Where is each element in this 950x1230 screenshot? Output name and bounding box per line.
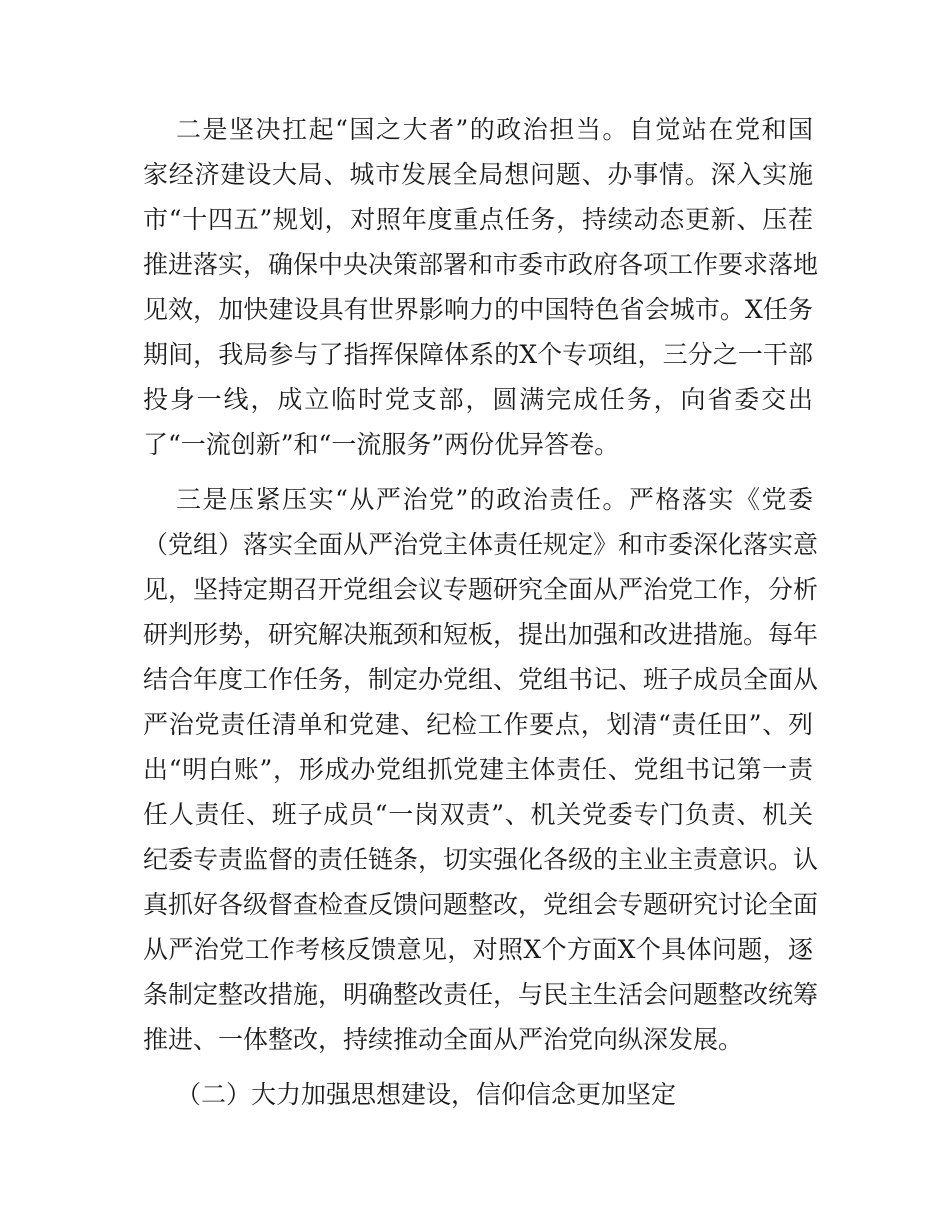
paragraph-2-line-5: 结合年度工作任务，制定办党组、党组书记、班子成员全面从 xyxy=(143,665,819,694)
paragraph-1-line-8: 了“一流创新”和“一流服务”两份优异答卷。 xyxy=(143,430,620,459)
paragraph-2-line-11: 从严治党工作考核反馈意见，对照X个方面X个具体问题，逐 xyxy=(143,935,813,964)
section-heading: （二）大力加强思想建设，信仰信念更加坚定 xyxy=(176,1080,677,1109)
paragraph-2-line-1: 三是压紧压实“从严治党”的政治责任。严格落实《党委 xyxy=(176,485,813,514)
paragraph-1-line-4: 推进落实，确保中央决策部署和市委市政府各项工作要求落地 xyxy=(143,250,819,279)
paragraph-1-line-6: 期间，我局参与了指挥保障体系的X个专项组，三分之一干部 xyxy=(143,340,813,369)
paragraph-1-line-5: 见效，加快建设具有世界影响力的中国特色省会城市。X任务 xyxy=(143,295,813,324)
paragraph-2-line-13: 推进、一体整改，持续推动全面从严治党向纵深发展。 xyxy=(143,1025,744,1054)
paragraph-2-line-4: 研判形势，研究解决瓶颈和短板，提出加强和改进措施。每年 xyxy=(143,620,819,649)
paragraph-2-line-12: 条制定整改措施，明确整改责任，与民主生活会问题整改统筹 xyxy=(143,980,819,1009)
paragraph-2-line-2: （党组）落实全面从严治党主体责任规定》和市委深化落实意 xyxy=(143,530,819,559)
paragraph-1-line-3: 市“十四五”规划，对照年度重点任务，持续动态更新、压茬 xyxy=(143,205,813,234)
paragraph-2-line-9: 纪委专责监督的责任链条，切实强化各级的主业主责意识。认 xyxy=(143,845,819,874)
paragraph-1-line-2: 家经济建设大局、城市发展全局想问题、办事情。深入实施 xyxy=(143,160,813,189)
paragraph-2-line-10: 真抓好各级督查检查反馈问题整改，党组会专题研究讨论全面 xyxy=(143,890,819,919)
paragraph-1-line-1: 二是坚决扛起“国之大者”的政治担当。自觉站在党和国 xyxy=(176,115,813,144)
paragraph-2-line-6: 严治党责任清单和党建、纪检工作要点，划清“责任田”、列 xyxy=(143,710,813,739)
paragraph-2-line-3: 见，坚持定期召开党组会议专题研究全面从严治党工作，分析 xyxy=(143,575,819,604)
paragraph-2-line-7: 出“明白账”，形成办党组抓党建主体责任、党组书记第一责 xyxy=(143,755,813,784)
paragraph-1-line-7: 投身一线，成立临时党支部，圆满完成任务，向省委交出 xyxy=(143,385,813,414)
paragraph-2-line-8: 任人责任、班子成员“一岗双责”、机关党委专门负责、机关 xyxy=(143,800,813,829)
